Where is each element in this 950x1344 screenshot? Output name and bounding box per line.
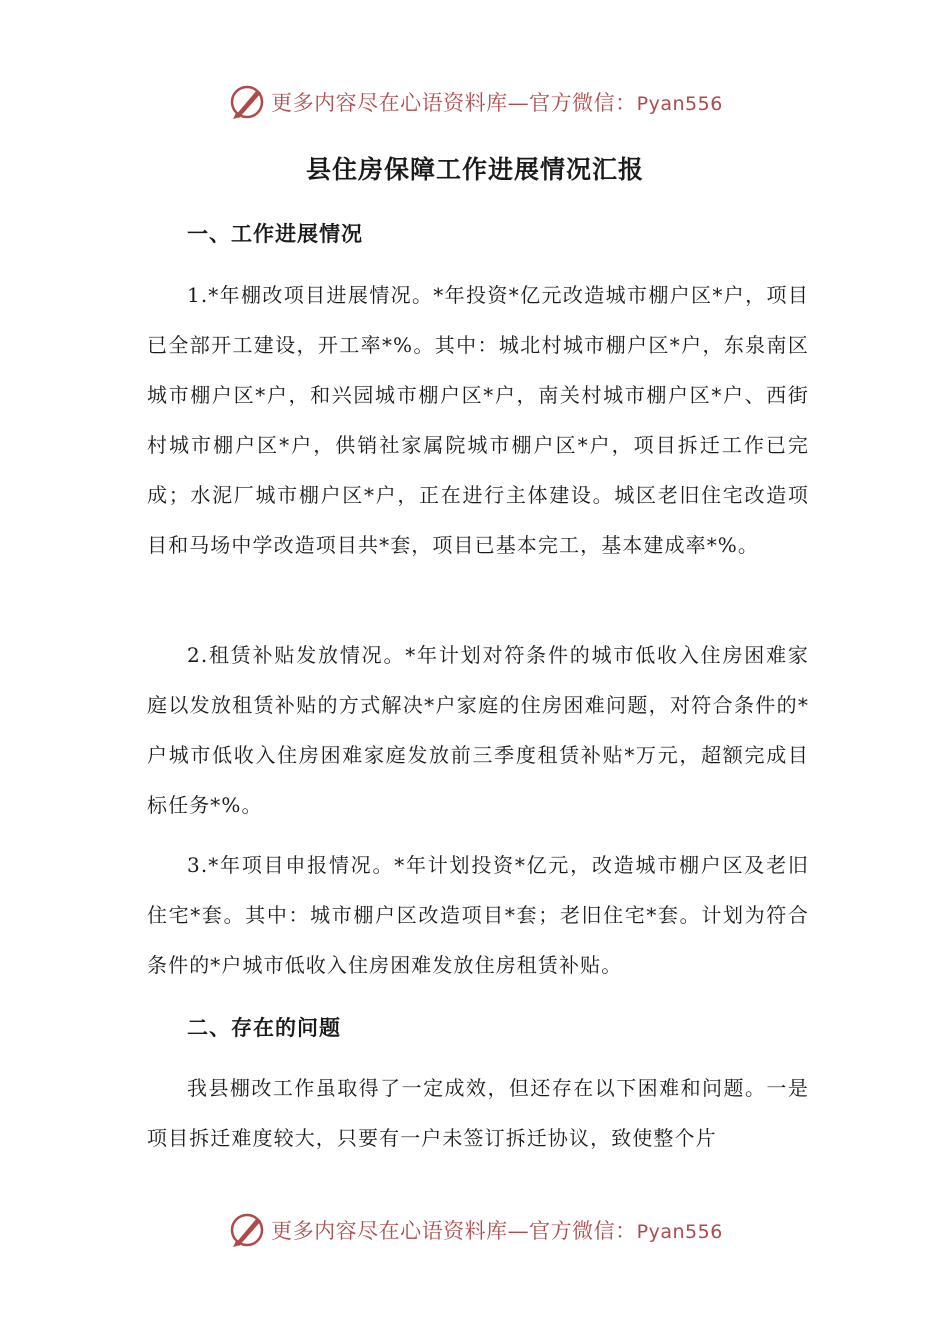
footer-watermark <box>0 1208 950 1252</box>
section-heading-problems: 二、存在的问题 <box>187 1016 341 1040</box>
pen-logo-icon <box>227 1210 267 1250</box>
paragraph-project-application: 3.*年项目申报情况。*年计划投资*亿元，改造城市棚户区及老旧住宅*套。其中：城市棚户区改造项目*套；老旧住宅*套。计划为符合条件的*户城市低收入住房困难发放住房租赁补贴。 <box>147 853 809 977</box>
watermark-text: 更多内容尽在心语资料库—官方微信：Pyan556 <box>271 91 723 115</box>
section-heading-progress: 一、工作进展情况 <box>187 222 363 246</box>
pen-logo-icon <box>227 82 267 122</box>
watermark-text: 更多内容尽在心语资料库—官方微信：Pyan556 <box>271 1219 723 1243</box>
paragraph-problems: 我县棚改工作虽取得了一定成效，但还存在以下困难和问题。一是项目拆迁难度较大，只要有一户未签订拆迁协议，致使整个片 <box>147 1076 809 1150</box>
paragraph-rental-subsidy: 2.租赁补贴发放情况。*年计划对符条件的城市低收入住房困难家庭以发放租赁补贴的方式解决*户家庭的住房困难问题，对符合条件的*户城市低收入住房困难家庭发放前三季度租赁补贴*万元，超额完成目标任务*%。 <box>147 643 809 817</box>
header-watermark <box>0 80 950 124</box>
paragraph-shantytown-progress: 1.*年棚改项目进展情况。*年投资*亿元改造城市棚户区*户，项目已全部开工建设，开工率*%。其中：城北村城市棚户区*户，东泉南区城市棚户区*户，和兴园城市棚户区*户，南关村城市棚户区*户、西街村城市棚户区*户，供销社家属院城市棚户区*户，项目拆迁工作已完成；水泥厂城市棚户区*户，正在进行主体建设。城区老旧住宅改造项目和马场中学改造项目共*套，项目已基本完工，基本建成率*%。 <box>147 283 809 557</box>
document-title: 县住房保障工作进展情况汇报 <box>305 155 644 184</box>
